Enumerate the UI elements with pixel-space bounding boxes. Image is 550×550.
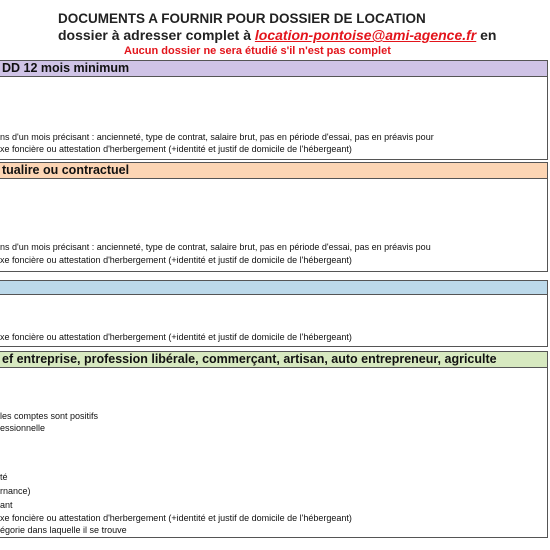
email-link[interactable]: location-pontoise@ami-agence.fr xyxy=(254,27,477,43)
section-header-contractuel: tualire ou contractuel xyxy=(0,162,548,179)
doc-line: les comptes sont positifs xyxy=(0,411,99,421)
warning-text: Aucun dossier ne sera étudié s'il n'est pas complet xyxy=(124,45,391,57)
address-suffix: en xyxy=(480,27,497,43)
doc-line: xe foncière ou attestation d'herbergement (+identité et justif de domicile de l'hébergeant) xyxy=(0,513,352,523)
doc-line: ns d'un mois précisant : ancienneté, type de contrat, salaire brut, pas en période d'essai, pas en préavis pou xyxy=(0,242,431,252)
doc-line: xe foncière ou attestation d'herbergement (+identité et justif de domicile de l'hébergeant) xyxy=(0,332,352,342)
section-header-blue xyxy=(0,280,548,295)
doc-line: rnance) xyxy=(0,486,31,496)
address-prefix: dossier à adresser complet à xyxy=(58,27,251,43)
doc-line: ns d'un mois précisant : ancienneté, type de contrat, salaire brut, pas en période d'essai, pas en préavis pour xyxy=(0,132,434,142)
section-body-entreprise xyxy=(0,368,548,538)
doc-line: égorie dans laquelle il se trouve xyxy=(0,525,127,535)
section-body-blue xyxy=(0,295,548,347)
doc-line: essionnelle xyxy=(0,423,46,433)
doc-line: té xyxy=(0,472,8,482)
address-line xyxy=(58,27,550,43)
doc-line: ant xyxy=(0,500,13,510)
section-header-cdd: DD 12 mois minimum xyxy=(0,60,548,77)
document-title: DOCUMENTS A FOURNIR POUR DOSSIER DE LOCATION xyxy=(58,11,426,26)
doc-line: xe foncière ou attestation d'herbergement (+identité et justif de domicile de l'hébergeant) xyxy=(0,255,352,265)
section-body-cdd xyxy=(0,77,548,160)
doc-line: xe foncière ou attestation d'herbergement (+identité et justif de domicile de l'hébergeant) xyxy=(0,144,352,154)
section-body-contractuel xyxy=(0,179,548,272)
section-header-entreprise: ef entreprise, profession libérale, commerçant, artisan, auto entrepreneur, agriculte xyxy=(0,351,548,368)
